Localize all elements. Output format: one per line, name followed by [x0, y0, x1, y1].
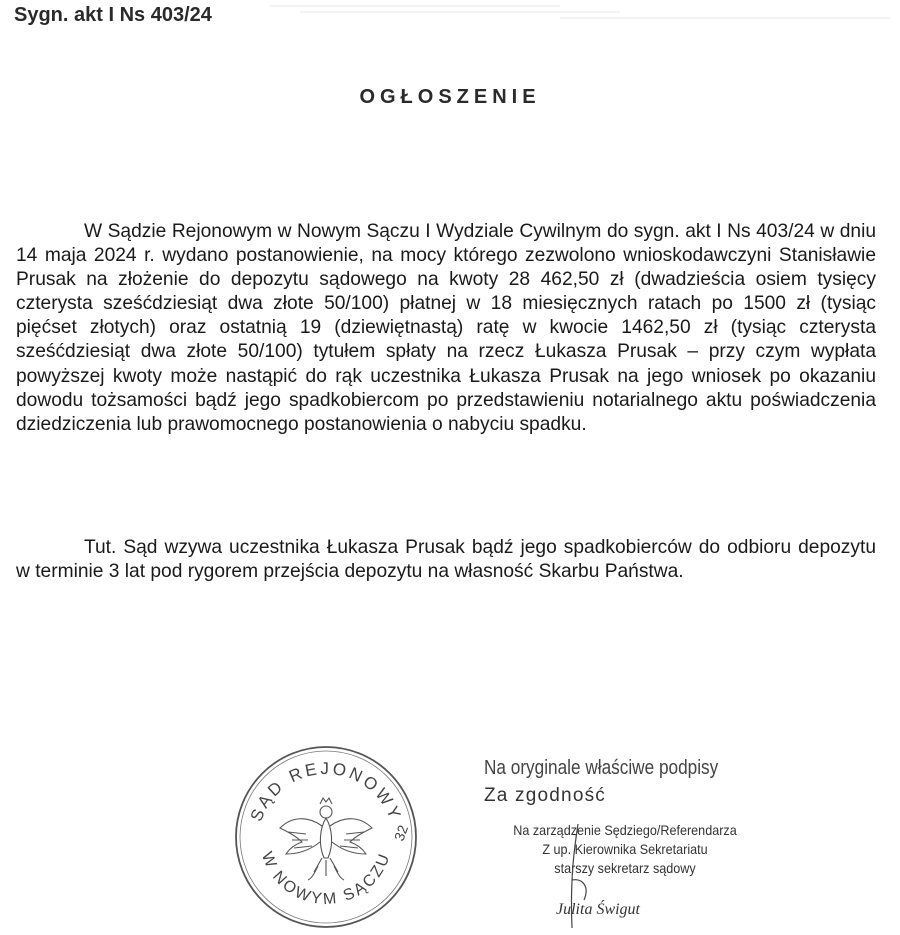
announcement-paragraph-2	[16, 536, 876, 584]
document-title: OGŁOSZENIE	[359, 86, 541, 108]
seal-bottom-text: W NOWYM SĄCZU	[257, 849, 395, 909]
court-seal-stamp	[228, 742, 424, 932]
case-reference: Sygn. akt I Ns 403/24	[14, 4, 212, 26]
signer-name: Julita Świgut	[556, 901, 640, 918]
secretary-signature-block	[480, 821, 770, 878]
position-line: starszy sekretarz sądowy	[554, 860, 696, 876]
on-behalf-line: Z up. Kierownika Sekretariatu	[542, 841, 708, 857]
paragraph-1-text: W Sądzie Rejonowym w Nowym Sączu I Wydziale Cywilnym do sygn. akt I Ns 403/24 w dniu 14 maja 2024 r. wydano postanowienie, na mocy którego zezwolono wnioskodawczyni Stanisławie Prusak na złożenie do depozytu sądowego na kwoty 28 462,50 zł (dwadzieścia osiem tysięcy czterysta sześćdziesiąt dwa złote 50/100) płatnej w 18 miesięcznych ratach po 1500 zł (tysiąc pięćset złotych) oraz ostatnią 19 (dziewiętnastą) ratę w kwocie 1462,50 zł (tysiąc czterysta sześćdziesiąt dwa złote 50/100) tytułem spłaty na rzecz Łukasza Prusak – przy czym wypłata powyższej kwoty może nastąpić do rąk uczestnika Łukasza Prusak na jego wniosek po okazaniu dowodu tożsamości bądź jego spadkobiercom po przedstawieniu notarialnego aktu poświadczenia dziedziczenia lub prawomocnego postanowienia o nabyciu spadku.	[16, 221, 876, 435]
seal-top-text: SĄD REJONOWY	[246, 758, 406, 825]
paragraph-2-text: Tut. Sąd wzywa uczestnika Łukasza Prusak bądź jego spadkobierców do odbioru depozytu w terminie 3 lat pod rygorem przejścia depozytu na własność Skarbu Państwa.	[16, 537, 876, 583]
certified-copy-note: Za zgodność	[484, 785, 606, 806]
seal-number: 32	[390, 822, 412, 844]
order-line: Na zarządzenie Sędziego/Referendarza	[513, 822, 737, 838]
eagle-emblem-icon	[280, 798, 372, 880]
original-signatures-note: Na oryginale właściwe podpisy	[484, 757, 719, 779]
announcement-paragraph-1	[16, 220, 876, 437]
svg-text:SĄD REJONOWY	[247, 759, 406, 824]
